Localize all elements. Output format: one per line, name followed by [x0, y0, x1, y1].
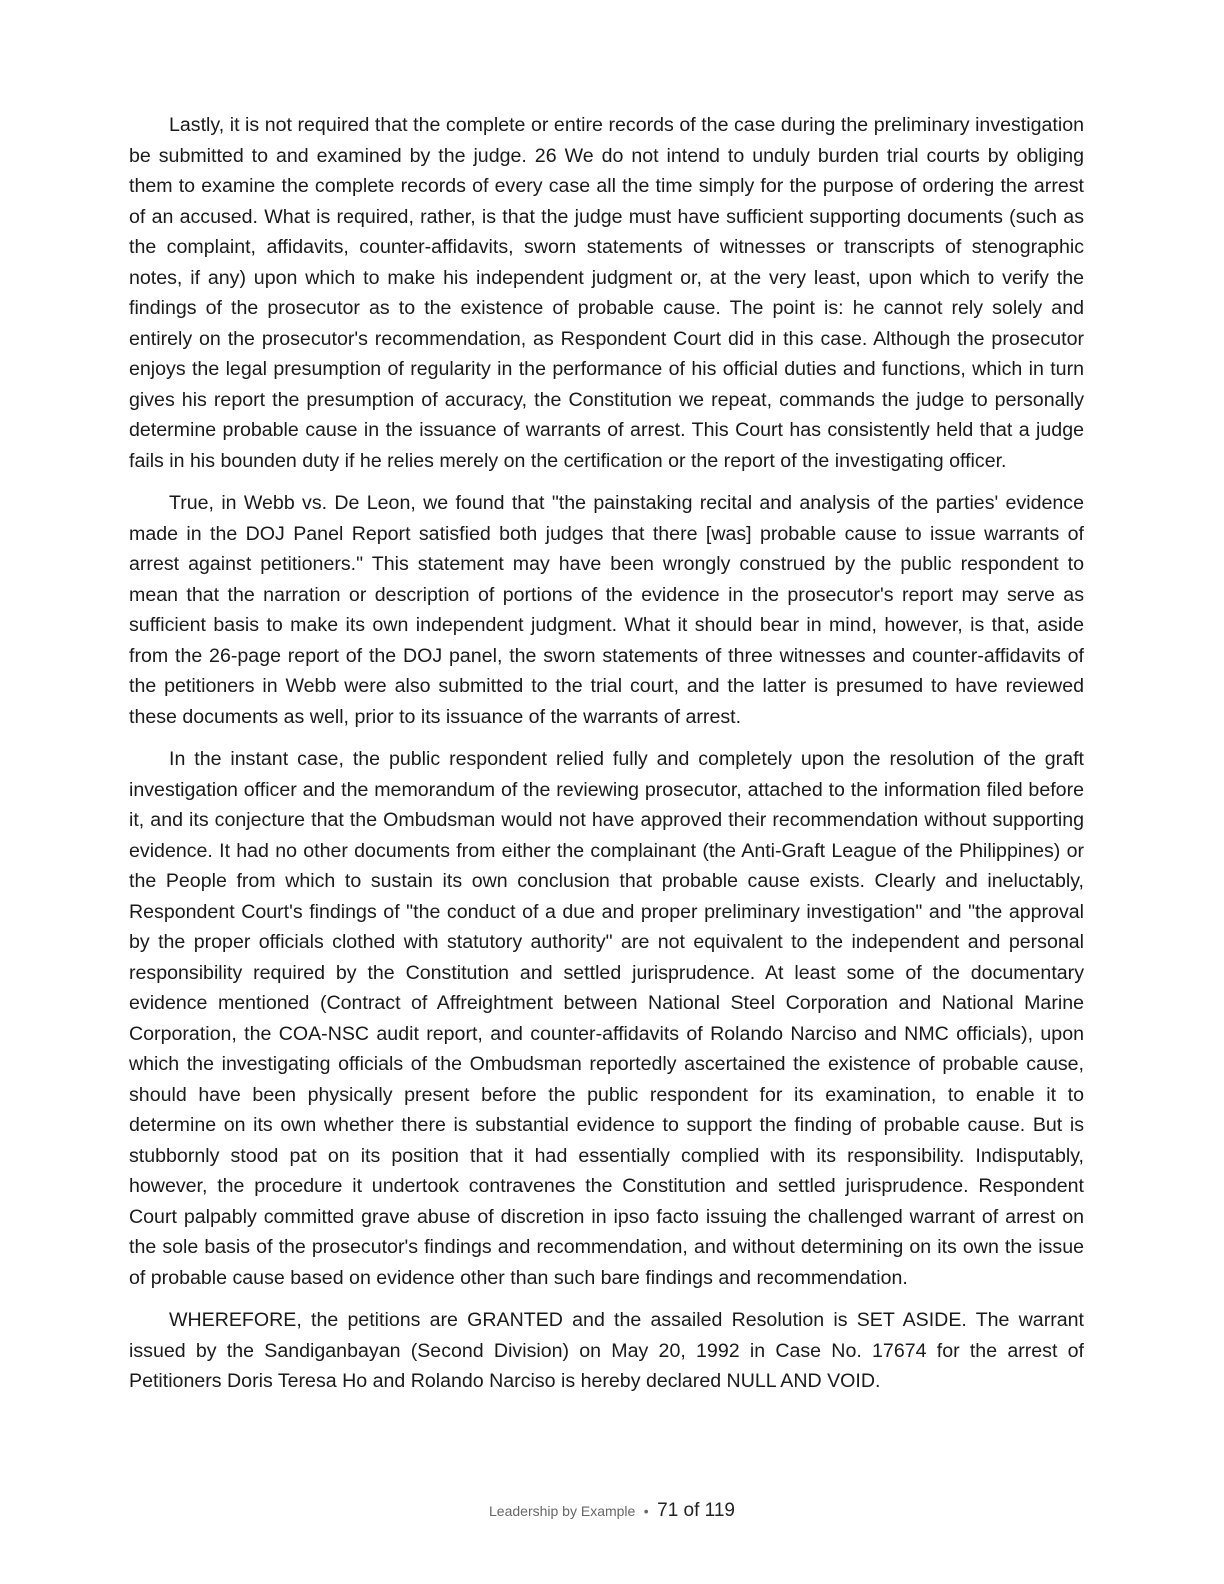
paragraph-instant-case: In the instant case, the public respondent relied fully and completely upon the resolution of the graft investigation officer and the memorandum of the reviewing prosecutor, attached to the information filed before it, and its conjecture that the Ombudsman would not have approved their recommendation without supporting evidence. It had no other documents from either the complainant (the Anti-Graft League of the Philippines) or the People from which to sustain its own conclusion that probable cause exists. Clearly and ineluctably, Respondent Court's findings of "the conduct of a due and proper preliminary investigation" and "the approval by the proper officials clothed with statutory authority" are not equivalent to the independent and personal responsibility required by the Constitution and settled jurisprudence. At least some of the documentary evidence mentioned (Contract of Affreightment between National Steel Corporation and National Marine Corporation, the COA-NSC audit report, and counter-affidavits of Rolando Narciso and NMC officials), upon which the investigating officials of the Ombudsman reportedly ascertained the existence of probable cause, should have been physically present before the public respondent for its examination, to enable it to determine on its own whether there is substantial evidence to support the finding of probable cause. But is stubbornly stood pat on its position that it had essentially complied with its responsibility. Indisputably, however, the procedure it undertook contravenes the Constitution and settled jurisprudence. Respondent Court palpably committed grave abuse of discretion in ipso facto issuing the challenged warrant of arrest on the sole basis of the prosecutor's findings and recommendation, and without determining on its own the issue of probable cause based on evidence other than such bare findings and recommendation.	[129, 748, 1084, 1289]
paragraph-lastly: Lastly, it is not required that the complete or entire records of the case during the preliminary investigation be submitted to and examined by the judge. 26 We do not intend to unduly burden trial courts by obliging them to examine the complete records of every case all the time simply for the purpose of ordering the arrest of an accused. What is required, rather, is that the judge must have sufficient supporting documents (such as the complaint, affidavits, counter-affidavits, sworn statements of witnesses or transcripts of stenographic notes, if any) upon which to make his independent judgment or, at the very least, upon which to verify the findings of the prosecutor as to the existence of probable cause. The point is: he cannot rely solely and entirely on the prosecutor's recommendation, as Respondent Court did in this case. Although the prosecutor enjoys the legal presumption of regularity in the performance of his official duties and functions, which in turn gives his report the presumption of accuracy, the Constitution we repeat, commands the judge to personally determine probable cause in the issuance of warrants of arrest. This Court has consistently held that a judge fails in his bounden duty if he relies merely on the certification or the report of the investigating officer.	[129, 114, 1084, 472]
footer-bullet: •	[643, 1503, 649, 1519]
paragraph-wherefore: WHEREFORE, the petitions are GRANTED and the assailed Resolution is SET ASIDE. The warrant issued by the Sandiganbayan (Second Division) on May 20, 1992 in Case No. 17674 for the arrest of Petitioners Doris Teresa Ho and Rolando Narciso is hereby declared NULL AND VOID.	[129, 1309, 1084, 1392]
footer-title: Leadership by Example	[489, 1503, 636, 1519]
paragraph-webb-vs-de-leon: True, in Webb vs. De Leon, we found that "the painstaking recital and analysis of the parties' evidence made in the DOJ Panel Report satisfied both judges that there [was] probable cause to issue warrants of arrest against petitioners." This statement may have been wrongly construed by the public respondent to mean that the narration or description of portions of the evidence in the prosecutor's report may serve as sufficient basis to make its own independent judgment. What it should bear in mind, however, is that, aside from the 26-page report of the DOJ panel, the sworn statements of three witnesses and counter-affidavits of the petitioners in Webb were also submitted to the trial court, and the latter is presumed to have reviewed these documents as well, prior to its issuance of the warrants of arrest.	[129, 492, 1084, 728]
document-body	[129, 110, 1084, 1409]
page-footer	[0, 1500, 1224, 1522]
page-number: 71 of 119	[657, 1500, 735, 1521]
